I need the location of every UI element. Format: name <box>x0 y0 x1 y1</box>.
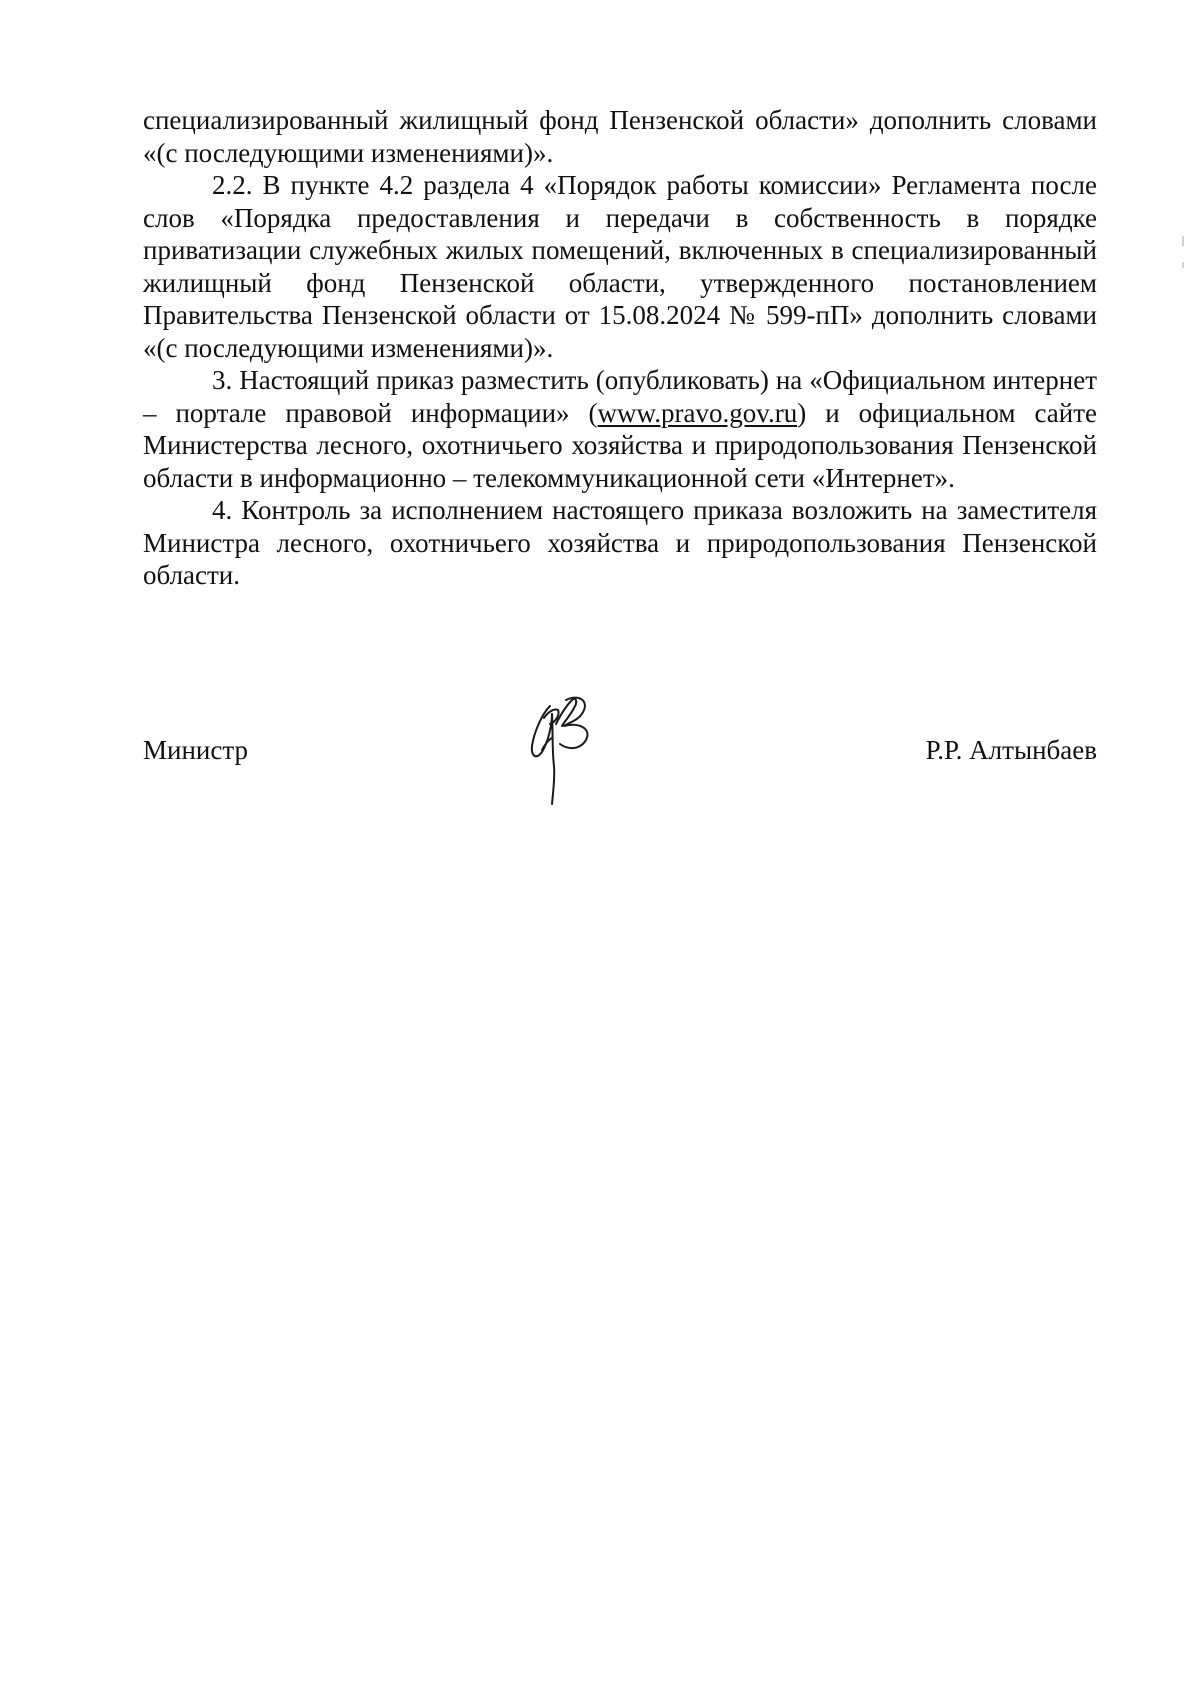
signatory-name: Р.Р. Алтынбаев <box>925 735 1097 765</box>
paragraph-2-2: 2.2. В пункте 4.2 раздела 4 «Порядок работы комиссии» Регламента после слов «Порядка предоставления и передачи в собственность в порядке приватизации служебных жилых помещений, включенных в специализированный жилищный фонд Пензенской области, утвержденного постановлением Правительства Пензенской области от 15.08.2024 № 599-пП» дополнить словами «(с последующими изменениями)». <box>143 170 1097 363</box>
scan-artifact <box>1182 262 1184 268</box>
paragraph-3 <box>143 364 1097 494</box>
signatory-title: Министр <box>143 735 248 765</box>
handwritten-signature <box>522 688 602 806</box>
paragraph-4: 4. Контроль за исполнением настоящего приказа возложить на заместителя Министра лесного, охотничьего хозяйства и природопользования Пензенской области. <box>143 495 1097 590</box>
paragraph-3-text-after: ) и официальном сайте Министерства лесного, охотничьего хозяйства и природопользования Пензенской области в информационно – телекоммуникационной сети «Интернет». <box>143 397 1097 493</box>
paragraph-3-text-before: 3. Настоящий приказ разместить (опубликовать) на «Официальном интернет – портале правовой информации» ( <box>143 365 1097 428</box>
signature-block <box>143 734 1097 774</box>
paragraph-continuation: специализированный жилищный фонд Пензенской области» дополнить словами «(с последующими изменениями)». <box>143 105 1097 168</box>
pravo-gov-link[interactable]: www.pravo.gov.ru <box>597 397 798 428</box>
document-body <box>143 104 1097 592</box>
scan-artifact <box>1182 236 1184 246</box>
